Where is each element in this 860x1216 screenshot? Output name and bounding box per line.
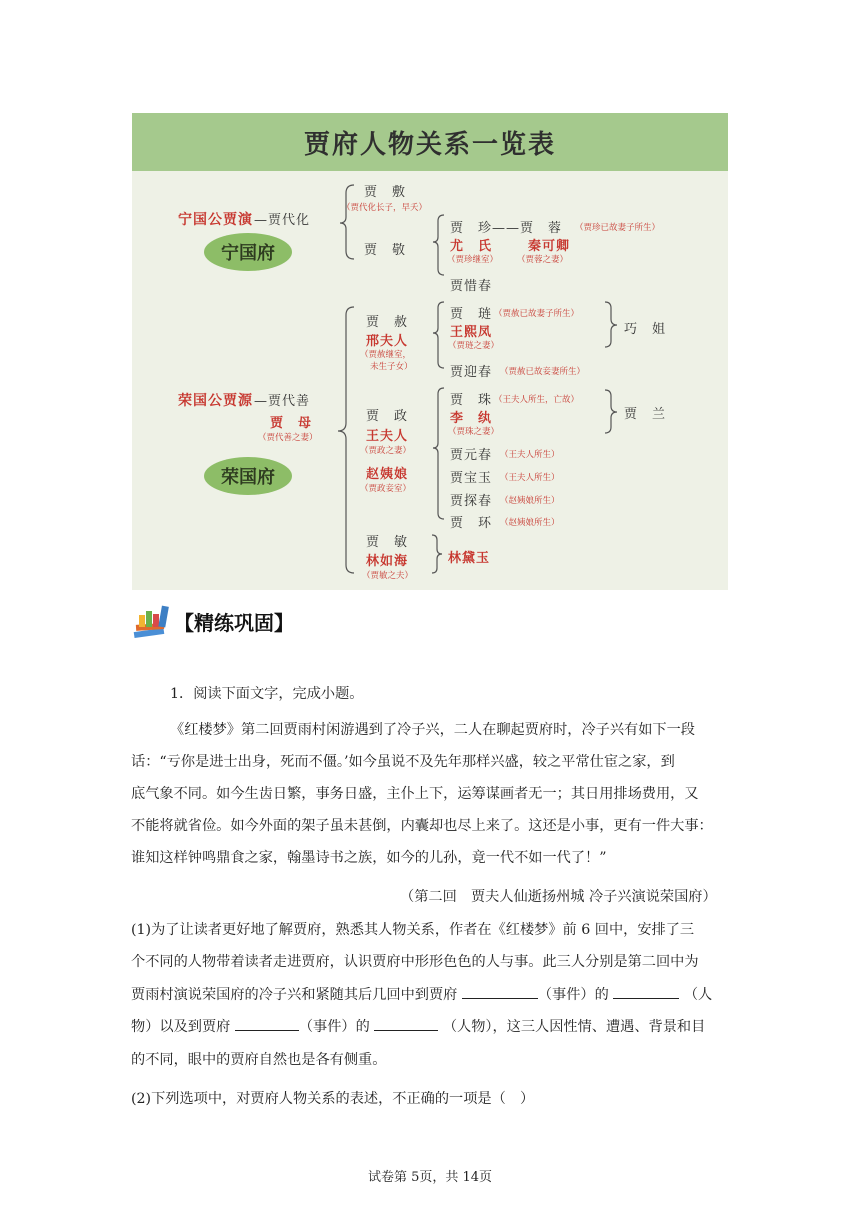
passage-line-1: 《红楼梦》第二回贾雨村闲游遇到了冷子兴，二人在聊起贾府时，冷子兴有如下一段: [170, 722, 695, 738]
jia-huan: 贾 环: [450, 516, 493, 531]
jia-she: 贾 赦: [366, 315, 409, 330]
jia-mu: 贾 母: [270, 416, 313, 431]
jia-yingchun-note: （贾赦已故妾妻所生）: [500, 367, 586, 377]
jia-baoyu: 贾宝玉: [450, 471, 493, 486]
chart-bracket-lines: [132, 113, 728, 590]
lin-ruhai-note: （贾敏之夫）: [362, 571, 414, 581]
ningguo-founder: 宁国公贾演: [178, 212, 253, 228]
lin-daiyu: 林黛玉: [448, 551, 491, 566]
wang-xifeng-note: （贾琏之妻）: [448, 341, 500, 351]
rongguo-founder-suffix: —贾代善: [254, 394, 311, 409]
subquestion-1-line-3: [131, 980, 712, 1010]
xing-furen-note-1: （贾赦继室，: [360, 350, 412, 360]
qin-keqing: 秦可卿: [528, 239, 571, 254]
jia-huan-note: （赵姨娘所生）: [500, 518, 560, 528]
zhao-yiniang-note: （贾政妾室）: [360, 484, 412, 494]
qiaojie: 巧 姐: [624, 322, 667, 337]
subquestion-1-line-5: 的不同，眼中的贾府自然也是各有侧重。: [131, 1052, 387, 1068]
page-footer: 试卷第 5页，共 14页: [367, 1170, 493, 1185]
family-relationship-chart: [132, 113, 728, 590]
jia-mu-note: （贾代善之妻）: [258, 433, 318, 443]
ningguo-founder-suffix: —贾代化: [254, 213, 311, 228]
jia-lian-note: （贾赦已故妻子所生）: [494, 309, 580, 319]
passage-line-3: 底气象不同。如今生齿日繁，事务日盛，主仆上下，运筹谋画者无一；其日用排场费用，又: [131, 786, 699, 802]
you-shi: 尤 氏: [450, 239, 493, 254]
subquestion-1-line-2: 个不同的人物带着读者走进贾府，认识贾府中形形色色的人与事。此三人分别是第二回中为: [131, 954, 699, 970]
jia-yingchun: 贾迎春: [450, 365, 493, 380]
passage-source: （第二回 贾夫人仙逝扬州城 冷子兴演说荣国府）: [400, 889, 717, 905]
line-3-text-b: （事件）的: [537, 987, 609, 1003]
line-3-text-c: （人: [683, 987, 713, 1003]
jia-xichun: 贾惜春: [450, 279, 493, 294]
line-3-text-a: 贾雨村演说荣国府的冷子兴和紧随其后几回中到贾府: [131, 987, 458, 1003]
jia-tanchun-note: （赵姨娘所生）: [500, 496, 560, 506]
zhao-yiniang: 赵姨娘: [366, 467, 409, 482]
chart-title: 贾府人物关系一览表: [303, 129, 556, 160]
jia-zhu: 贾 珠: [450, 393, 493, 408]
wang-furen: 王夫人: [366, 429, 409, 444]
blank-person-1[interactable]: [613, 980, 679, 999]
passage-line-4: 不能将就省俭。如今外面的架子虽未甚倒，内囊却也尽上来了。这还是小事，更有一件大事：: [131, 818, 713, 834]
wang-furen-note: （贾政之妻）: [360, 446, 412, 456]
lin-ruhai: 林如海: [366, 554, 409, 569]
you-shi-note: （贾珍继室）: [447, 255, 499, 265]
passage-line-2: 话：“亏你是进士出身，死而不僵。’如今虽说不及先年那样兴盛，较之平常仕宦之家，到: [131, 754, 675, 770]
passage-line-5: 谁知这样钟鸣鼎食之家，翰墨诗书之族，如今的儿孙，竟一代不如一代了！”: [131, 850, 607, 866]
li-wan: 李 纨: [450, 411, 493, 426]
jia-min: 贾 敏: [366, 535, 409, 550]
section-title: 【精练巩固】: [174, 611, 294, 635]
subquestion-1-line-1: (1)为了让读者更好地了解贾府，熟悉其人物关系，作者在《红楼梦》前 6 回中，安排了三: [131, 922, 695, 938]
rongguo-oval: 荣国府: [204, 457, 292, 495]
jia-rong-note: （贾珍已故妻子所生）: [575, 223, 661, 233]
jia-zhu-note: （王夫人所生，亡故）: [494, 395, 580, 405]
jia-yuanchun: 贾元春: [450, 448, 493, 463]
books-icon: [131, 603, 171, 641]
xing-furen-note-2: 未生子女）: [370, 362, 413, 372]
line-4-text-b: （事件）的: [298, 1019, 370, 1035]
subquestion-1-line-4: [131, 1012, 705, 1042]
line-4-text-a: 物）以及到贾府: [131, 1019, 231, 1035]
ningguo-oval: 宁国府: [204, 233, 292, 271]
jia-fu: 贾 敷: [364, 185, 407, 200]
line-4-text-c: （人物），这三人因性情、遭遇、背景和目: [442, 1019, 706, 1035]
jia-lan: 贾 兰: [624, 407, 667, 422]
subquestion-2: (2)下列选项中，对贾府人物关系的表述，不正确的一项是（ ）: [131, 1091, 535, 1107]
jia-fu-note: （贾代化长子，早夭）: [342, 203, 428, 213]
blank-event-1[interactable]: [462, 980, 538, 999]
jia-baoyu-note: （王夫人所生）: [500, 473, 560, 483]
jia-jing: 贾 敬: [364, 243, 407, 258]
wang-xifeng: 王熙凤: [450, 325, 493, 340]
blank-person-2[interactable]: [374, 1012, 438, 1031]
jia-zheng: 贾 政: [366, 409, 409, 424]
jia-zhen-jia-rong: 贾 珍——贾 蓉: [450, 221, 563, 236]
jia-lian: 贾 琏: [450, 307, 493, 322]
xing-furen: 邢夫人: [366, 334, 409, 349]
li-wan-note: （贾珠之妻）: [448, 427, 500, 437]
blank-event-2[interactable]: [235, 1012, 299, 1031]
question-1-heading: 1．阅读下面文字，完成小题。: [170, 686, 364, 702]
qin-keqing-note: （贾蓉之妻）: [517, 255, 569, 265]
jia-tanchun: 贾探春: [450, 494, 493, 509]
rongguo-founder: 荣国公贾源: [178, 393, 253, 409]
jia-yuanchun-note: （王夫人所生）: [500, 450, 560, 460]
